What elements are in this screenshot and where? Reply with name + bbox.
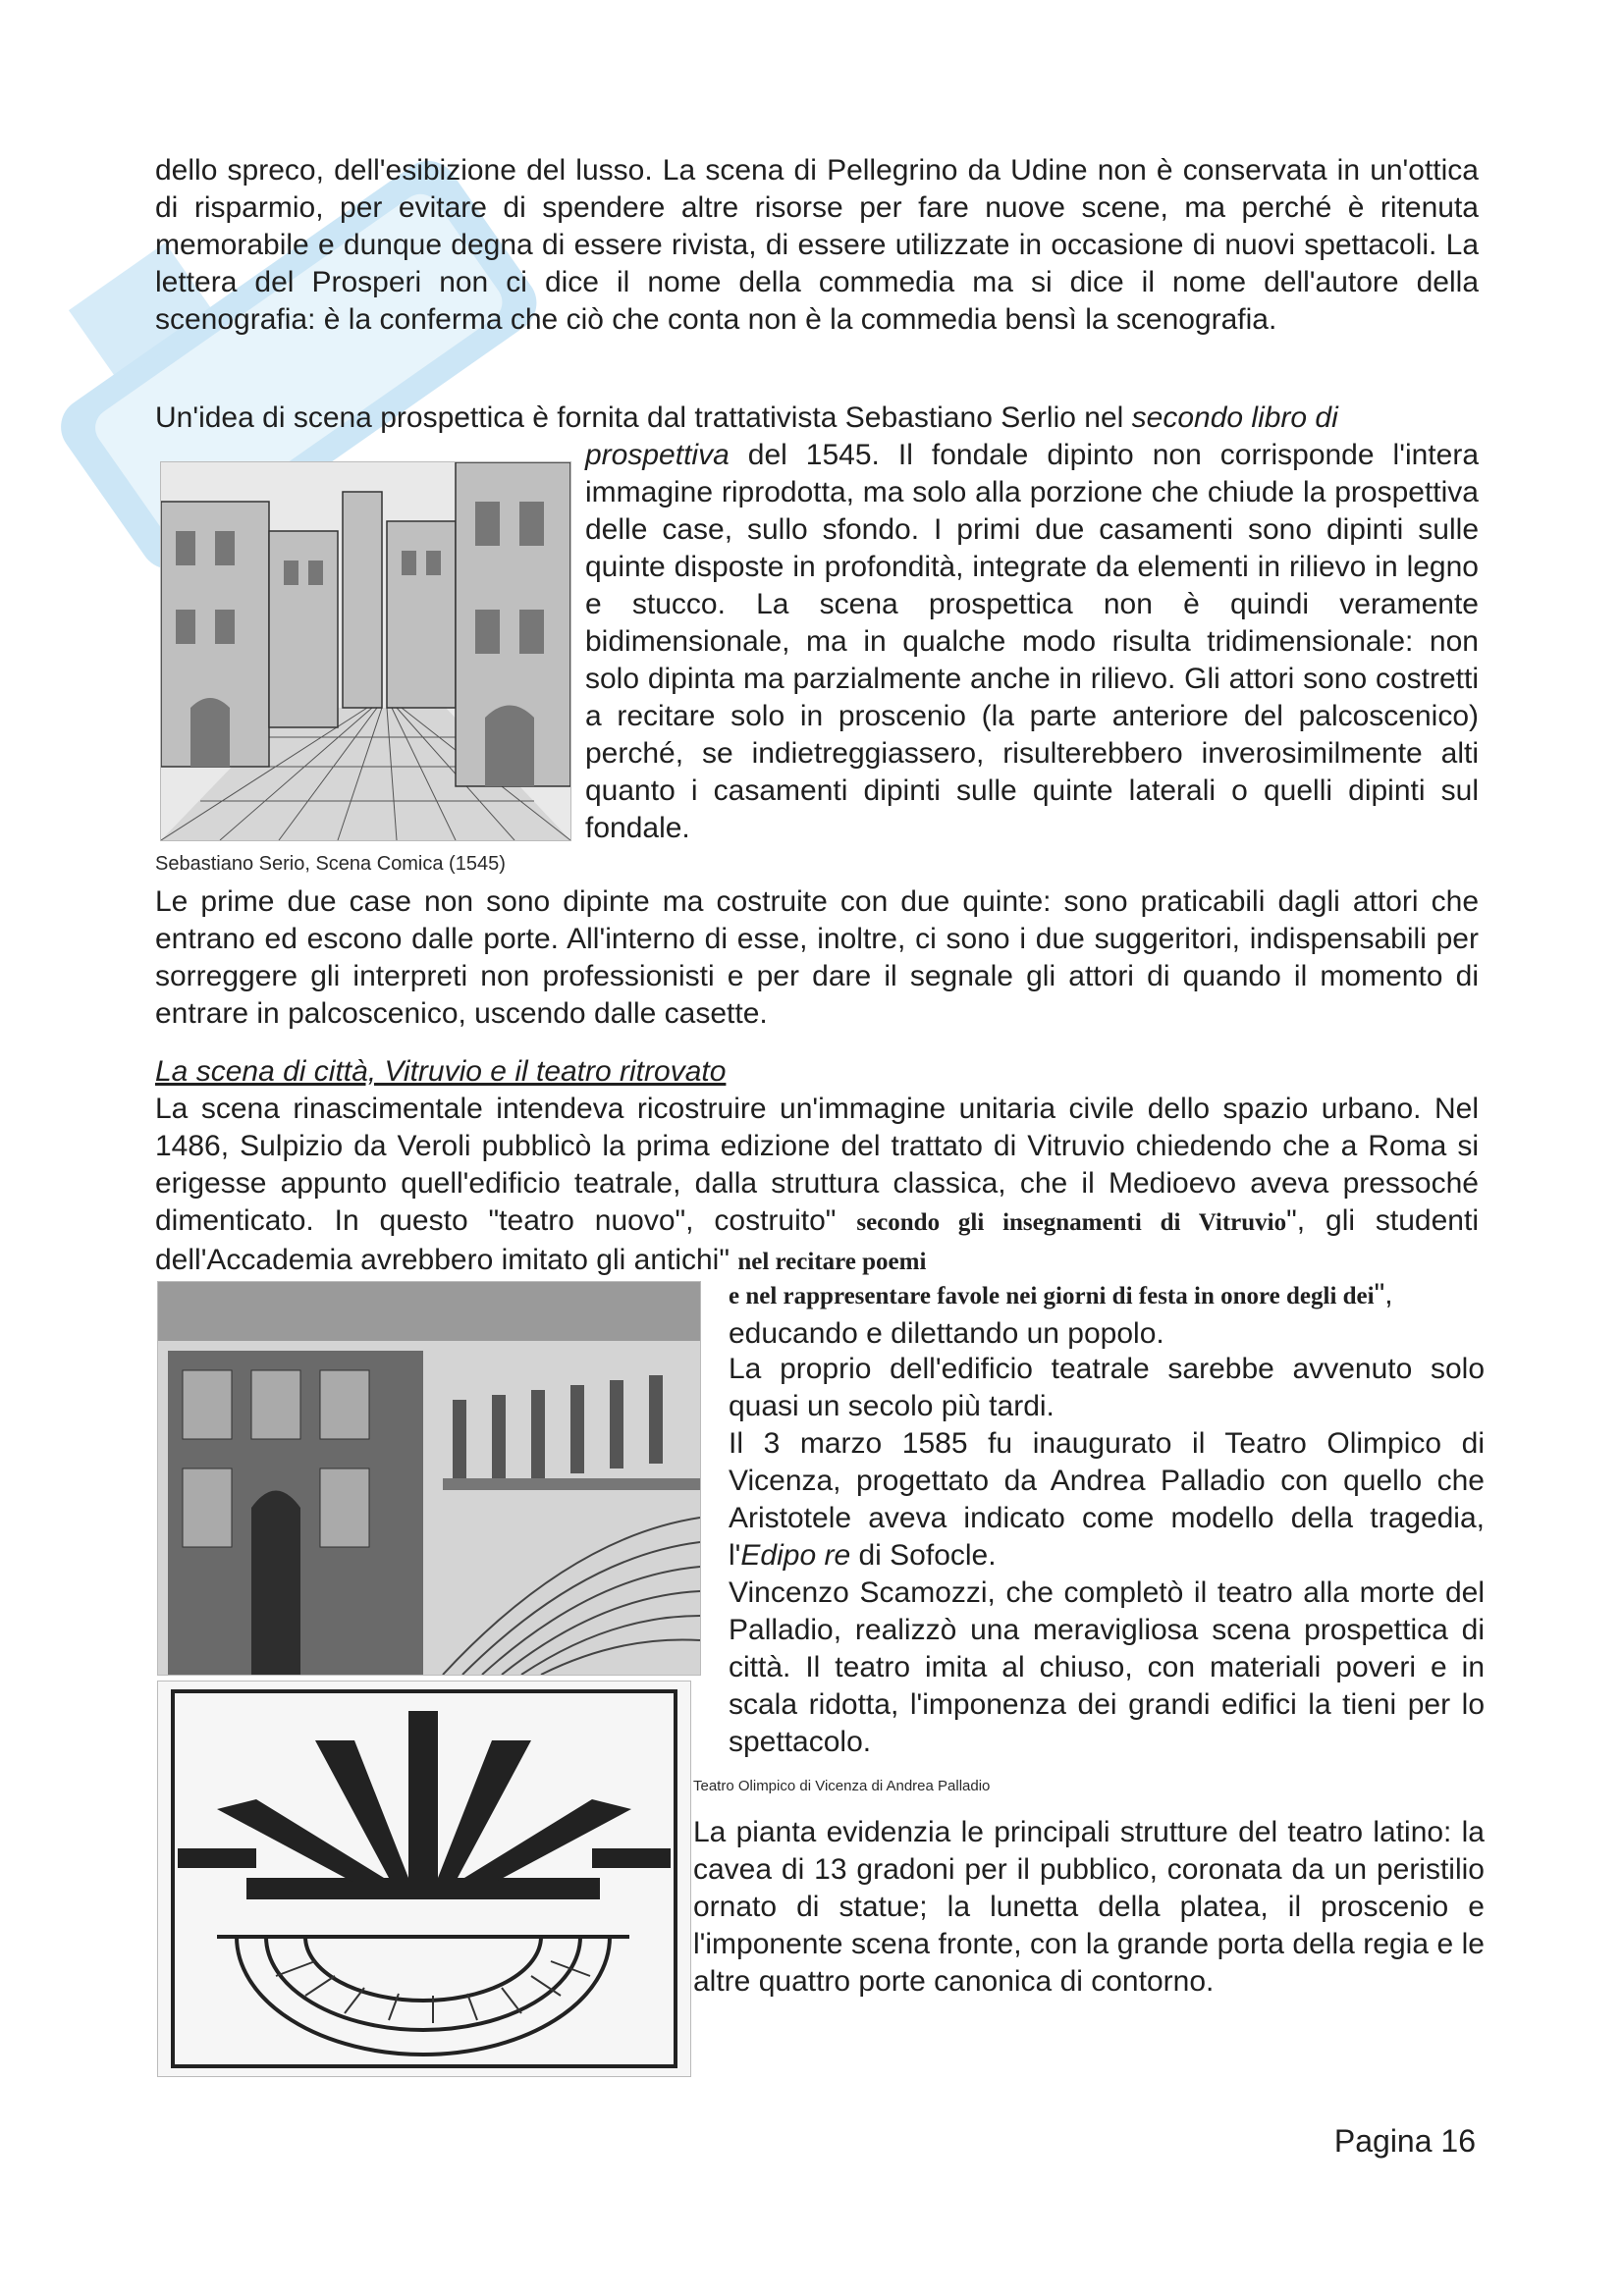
paragraph-pianta: La pianta evidenzia le principali strutture del teatro latino: la cavea di 13 gradoni per il pubblico, coronata da un peristilio ornato di statue; la lunetta della platea, il proscenio e l'imponente scena fronte, con la grande porta della regia e le altre quattro porte canonica di contorno.: [693, 1816, 1485, 1998]
serlio-book-title-cont: prospettiva: [585, 439, 730, 471]
vitruvio-text-start: La scena rinascimentale intendeva ricostruire un'immagine unitaria civile dello spazio urbano. Nel 1486, Sulpizio da Veroli pubblicò la prima edizione del trattato di Vitruvio chiedendo che a Roma si erigesse appunto quell'edificio teatrale, dalla struttura classica, che il Medioevo aveva pressoché dimenticato. In questo "teatro nuovo", costruito": [155, 1093, 1479, 1237]
serlio-description: del 1545. Il fondale dipinto non corrisponde l'intera immagine riprodotta, ma solo alla porzione che chiude la prospettiva delle case, sullo sfondo. I primi due casamenti sono dipinti sulle quinte disposte in profondità, integrate da elementi in rilievo in legno e stucco. La scena prospettica non è quindi veramente bidimensionale, ma in qualche modo risulta tridimensionale: non solo dipinta ma parzialmente anche in rilievo. Gli attori sono costretti a recitare solo in proscenio (la parte anteriore del palcoscenico) perché, se indietreggiassero, risulterebbero inverosimilmente alti quanto i casamenti dipinti sulle quinte laterali o quelli dipinti sul fondale.: [585, 439, 1479, 844]
olimpico-text-end: di Sofocle.: [850, 1539, 997, 1572]
vitruvio-text-mid: ", gli studenti dell'Accademia avrebbero imitato gli antichi": [155, 1204, 1479, 1276]
paragraph-vitruvio-cont: [729, 1276, 1485, 1353]
page-number: Pagina 16: [1333, 2123, 1476, 2159]
vitruvio-quote-2b: e nel rappresentare favole nei giorni di festa in onore degli dei: [729, 1283, 1375, 1309]
paragraph-edificio: La proprio dell'edificio teatrale sarebbe avvenuto solo quasi un secolo più tardi.: [729, 1353, 1485, 1422]
serlio-intro-text: Un'idea di scena prospettica è fornita dal trattativista Sebastiano Serlio nel: [155, 401, 1132, 434]
vitruvio-text-end: ", educando e dilettando un popolo.: [729, 1278, 1393, 1350]
paragraph-case-quinte: Le prime due case non sono dipinte ma costruite con due quinte: sono praticabili dagli attori che entrano ed escono dalle porte. All'interno di esse, inoltre, ci sono i due suggeritori, indispensabili per sorreggere gli interpreti non professionisti e per dare il segnale gli attori di quando il momento di entrare in palcoscenico, uscendo dalle casette.: [155, 885, 1479, 1030]
paragraph-scamozzi: Vincenzo Scamozzi, che completò il teatro alla morte del Palladio, realizzò una meravigliosa scena prospettica di città. Il teatro imita al chiuso, con materiali poveri e in scala ridotta, l'imponenza dei grandi edifici la tieni per lo spettacolo.: [729, 1576, 1485, 1758]
teatro-olimpico-interior-image: [157, 1281, 701, 1676]
paragraph-vitruvio: [155, 1091, 1479, 1281]
paragraph-serlio-line1: [155, 400, 1479, 437]
paragraph-olimpico: [729, 1425, 1485, 1575]
edipo-re-title: Edipo re: [740, 1539, 851, 1572]
serlio-caption: Sebastiano Serio, Scena Comica (1545): [155, 853, 506, 875]
paragraph-serlio-wrap: [585, 437, 1479, 847]
serlio-book-title: secondo libro di: [1131, 401, 1338, 434]
serlio-scena-comica-image: [160, 461, 571, 841]
olimpico-text-start: Il 3 marzo 1585 fu inaugurato il Teatro Olimpico di Vicenza, progettato da Andrea Palladio con quello che Aristotele aveva indicato come modello della tragedia, l': [729, 1427, 1485, 1572]
paragraph-intro: dello spreco, dell'esibizione del lusso. La scena di Pellegrino da Udine non è conservata in un'ottica di risparmio, per evitare di spendere altre risorse per fare nuove scene, ma perché è ritenuta memorabile e dunque degna di essere rivista, di essere utilizzate in occasione di nuovi spettacoli. La lettera del Prosperi non ci dice il nome della commedia ma si dice il nome dell'autore della scenografia: è la conferma che ciò che conta non è la commedia bensì la scenografia.: [155, 154, 1479, 336]
olimpico-caption: Teatro Olimpico di Vicenza di Andrea Palladio: [693, 1778, 991, 1794]
vitruvio-quote-2a: nel recitare poemi: [737, 1249, 927, 1275]
teatro-olimpico-plan-image: [157, 1681, 691, 2077]
section-heading: La scena di città, Vitruvio e il teatro ritrovato: [155, 1055, 727, 1088]
vitruvio-quote-1: secondo gli insegnamenti di Vitruvio: [856, 1209, 1287, 1236]
